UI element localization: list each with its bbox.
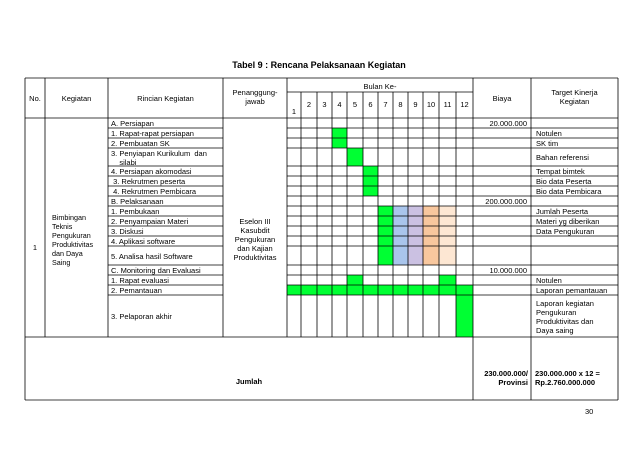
schedule-cell-row16-month9	[408, 285, 423, 295]
target-value: Bio data Pembicara	[536, 187, 602, 196]
schedule-cell-row9-month10	[423, 206, 439, 216]
schedule-cell-row16-month2	[301, 285, 317, 295]
rincian-item: 3. Pelaporan akhir	[111, 312, 172, 321]
month-header-6: 6	[368, 100, 373, 109]
month-header-9: 9	[413, 100, 418, 109]
rincian-item: C. Monitoring dan Evaluasi	[111, 266, 201, 275]
schedule-cell-row10-month7	[378, 216, 393, 226]
schedule-cell-row12-month7	[378, 236, 393, 246]
schedule-cell-row12-month10	[423, 236, 439, 246]
schedule-cell-row16-month11	[439, 285, 456, 295]
schedule-cell-row16-month12	[456, 285, 473, 295]
schedule-cell-row11-month7	[378, 226, 393, 236]
header-target: Target Kinerja Kegiatan	[551, 88, 598, 106]
rincian-item: 2. Pembuatan SK	[111, 139, 170, 148]
schedule-cell-row11-month8	[393, 226, 408, 236]
month-header-5: 5	[352, 100, 358, 109]
rincian-item: 4. Persiapan akomodasi	[111, 167, 192, 176]
rincian-item: 2. Pemantauan	[111, 286, 162, 295]
schedule-cell-row9-month8	[393, 206, 408, 216]
schedule-cell-row13-month10	[423, 246, 439, 265]
rincian-item: 5. Analisa hasil Software	[111, 251, 193, 261]
schedule-cell-row13-month8	[393, 246, 408, 265]
schedule-cell-row10-month8	[393, 216, 408, 226]
schedule-cell-row13-month9	[408, 246, 423, 265]
schedule-cell-row12-month8	[393, 236, 408, 246]
schedule-cell-row6-month6	[363, 176, 378, 186]
schedule-cell-row4-month5	[347, 148, 363, 166]
rincian-item: 4. Rekrutmen Pembicara	[111, 187, 197, 196]
schedule-cell-row16-month1	[287, 285, 301, 295]
target-value: Tempat bimtek	[536, 167, 585, 176]
rincian-item: 1. Pembukaan	[111, 207, 160, 216]
schedule-cell-row16-month7	[378, 285, 393, 295]
month-header-3: 3	[322, 100, 327, 109]
month-header-1: 1	[291, 107, 297, 116]
rincian-item: 1. Rapat evaluasi	[111, 276, 169, 285]
rincian-item: A. Persiapan	[111, 119, 154, 128]
month-header-11: 11	[443, 100, 452, 109]
header-penanggung-jawab: Penanggung- jawab	[232, 88, 278, 106]
total-target: 230.000.000 x 12 = Rp.2.760.000.000	[535, 369, 600, 387]
schedule-cell-row10-month10	[423, 216, 439, 226]
rincian-item: B. Pelaksanaan	[111, 197, 164, 206]
schedule-cell-row7-month6	[363, 186, 378, 196]
month-header-2: 2	[306, 100, 312, 109]
header-biaya: Biaya	[492, 93, 512, 103]
schedule-cell-row17-month12	[456, 295, 473, 337]
schedule-cell-row16-month3	[317, 285, 332, 295]
month-header-12: 12	[460, 100, 469, 109]
target-value: Laporan kegiatan Pengukuran Produktivitas dan Daya saing	[536, 298, 594, 335]
biaya-value: 200.000.000	[485, 196, 527, 206]
page-number: 30	[585, 407, 594, 416]
schedule-cell-row15-month11	[439, 275, 456, 285]
schedule-cell-row11-month11	[439, 226, 456, 236]
target-value: Data Pengukuran	[536, 227, 595, 236]
target-value: Jumlah Peserta	[536, 207, 589, 216]
target-value: Notulen	[536, 129, 562, 138]
total-biaya: 230.000.000/ Provinsi	[484, 369, 528, 387]
schedule-cell-row3-month4	[332, 138, 347, 148]
schedule-cell-row16-month6	[363, 285, 378, 295]
schedule-cell-row12-month9	[408, 236, 423, 246]
schedule-cell-row16-month8	[393, 285, 408, 295]
rincian-item: 3. Penyiapan Kurikulum dan silabi	[111, 148, 207, 167]
month-header-4: 4	[337, 100, 342, 109]
schedule-cell-row13-month11	[439, 246, 456, 265]
rincian-item: 1. Rapat-rapat persiapan	[111, 129, 194, 138]
month-header-10: 10	[426, 100, 436, 109]
target-value: Notulen	[536, 276, 562, 285]
schedule-cell-row10-month9	[408, 216, 423, 226]
kegiatan-name: Bimbingan Teknis Pengukuran Produktivitas dan Daya Saing	[52, 213, 94, 267]
schedule-cell-row16-month5	[347, 285, 363, 295]
schedule-cell-row9-month7	[378, 206, 393, 216]
penanggung-jawab-value: Eselon III Kasubdit Pengukuran dan Kajian Produktivitas	[233, 217, 277, 262]
schedule-cell-row16-month10	[423, 285, 439, 295]
schedule-cell-row5-month6	[363, 166, 378, 176]
rincian-item: 3. Diskusi	[111, 227, 144, 236]
total-label: Jumlah	[235, 377, 263, 386]
biaya-value: 20.000.000	[489, 118, 527, 128]
schedule-cell-row9-month11	[439, 206, 456, 216]
target-value: Materi yg diberikan	[536, 217, 600, 226]
table-title: Tabel 9 : Rencana Pelaksanaan Kegiatan	[232, 60, 406, 70]
header-rincian: Rincian Kegiatan	[137, 93, 194, 103]
header-bulan: Bulan Ke-	[363, 82, 397, 91]
schedule-cell-row16-month4	[332, 285, 347, 295]
rincian-item: 4. Aplikasi software	[111, 237, 176, 246]
header-kegiatan: Kegiatan	[61, 93, 92, 103]
biaya-value: 10.000.000	[489, 265, 527, 275]
schedule-cell-row12-month11	[439, 236, 456, 246]
rincian-item: 3. Rekrutmen peserta	[111, 177, 186, 186]
schedule-cell-row13-month7	[378, 246, 393, 265]
target-value: Bahan referensi	[536, 153, 589, 162]
schedule-cell-row10-month11	[439, 216, 456, 226]
schedule-cell-row9-month9	[408, 206, 423, 216]
target-value: Bio data Peserta	[536, 177, 592, 186]
target-value: Laporan pemantauan	[536, 286, 608, 295]
month-header-7: 7	[383, 100, 388, 109]
schedule-cell-row11-month9	[408, 226, 423, 236]
rincian-item: 2. Penyampaian Materi	[111, 217, 189, 226]
target-value: SK tim	[536, 139, 559, 148]
month-header-8: 8	[398, 100, 403, 109]
schedule-cell-row11-month10	[423, 226, 439, 236]
header-no: No.	[29, 93, 41, 103]
schedule-cell-row2-month4	[332, 128, 347, 138]
row-number: 1	[32, 243, 38, 252]
schedule-cell-row15-month5	[347, 275, 363, 285]
